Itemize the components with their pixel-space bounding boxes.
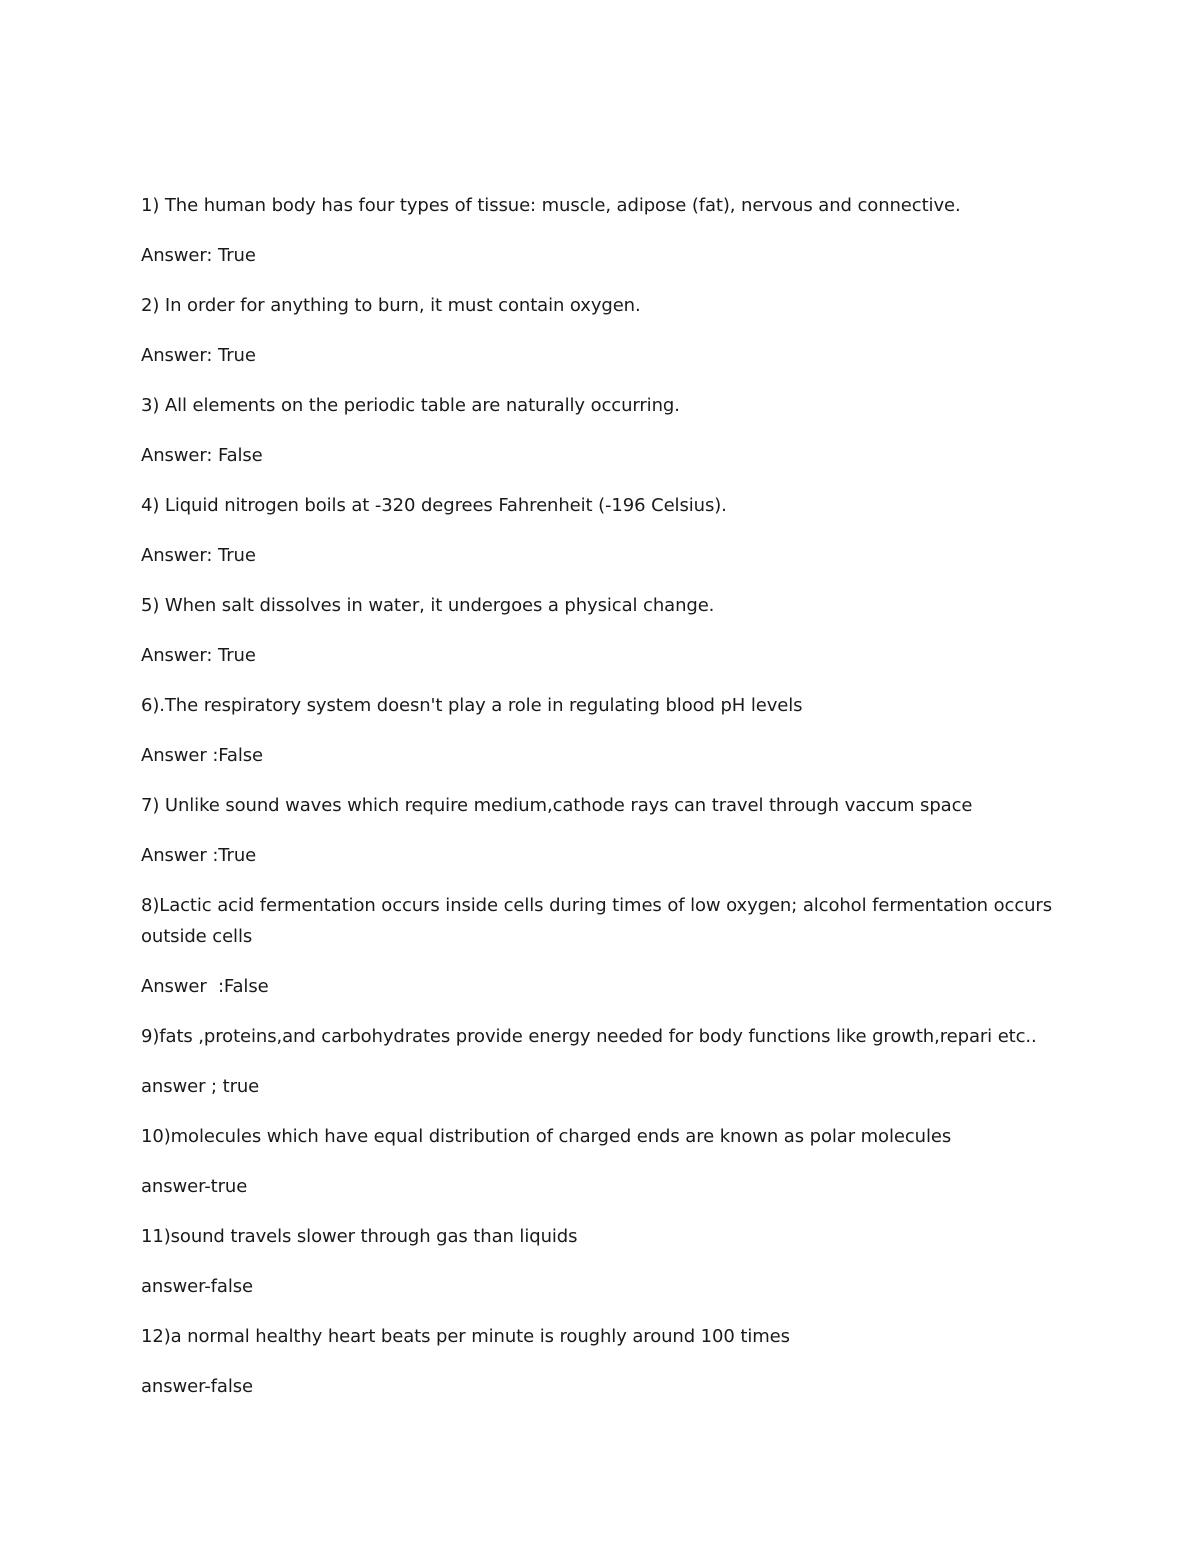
question-text: 7) Unlike sound waves which require medium,cathode rays can travel through vaccum space xyxy=(141,795,973,816)
answer-text: Answer: True xyxy=(141,345,256,366)
answer-text: answer ; true xyxy=(141,1076,260,1097)
question-text: 8)Lactic acid fermentation occurs inside cells during times of low oxygen; alcohol fermentation occurs outside cells xyxy=(141,895,1058,947)
answer-text: Answer: True xyxy=(141,545,256,566)
question-text: 1) The human body has four types of tissue: muscle, adipose (fat), nervous and connective. xyxy=(141,195,961,216)
question-text: 2) In order for anything to burn, it must contain oxygen. xyxy=(141,295,641,316)
answer-text: Answer: False xyxy=(141,445,263,466)
document-body xyxy=(141,190,1061,1421)
answer-text: Answer: True xyxy=(141,645,256,666)
question-text: 12)a normal healthy heart beats per minute is roughly around 100 times xyxy=(141,1326,790,1347)
answer-text: Answer :False xyxy=(141,745,263,766)
question-text: 9)fats ,proteins,and carbohydrates provide energy needed for body functions like growth,repari etc.. xyxy=(141,1026,1037,1047)
answer-text: answer-true xyxy=(141,1176,248,1197)
answer-text: answer-false xyxy=(141,1276,253,1297)
answer-text: answer-false xyxy=(141,1376,253,1397)
answer-text: Answer: True xyxy=(141,245,256,266)
question-text: 10)molecules which have equal distribution of charged ends are known as polar molecules xyxy=(141,1126,952,1147)
question-text: 4) Liquid nitrogen boils at -320 degrees Fahrenheit (-196 Celsius). xyxy=(141,495,727,516)
answer-text: Answer :False xyxy=(141,976,269,997)
question-text: 5) When salt dissolves in water, it undergoes a physical change. xyxy=(141,595,715,616)
question-text: 6).The respiratory system doesn't play a role in regulating blood pH levels xyxy=(141,695,803,716)
question-text: 11)sound travels slower through gas than liquids xyxy=(141,1226,578,1247)
answer-text: Answer :True xyxy=(141,845,257,866)
question-text: 3) All elements on the periodic table are naturally occurring. xyxy=(141,395,680,416)
